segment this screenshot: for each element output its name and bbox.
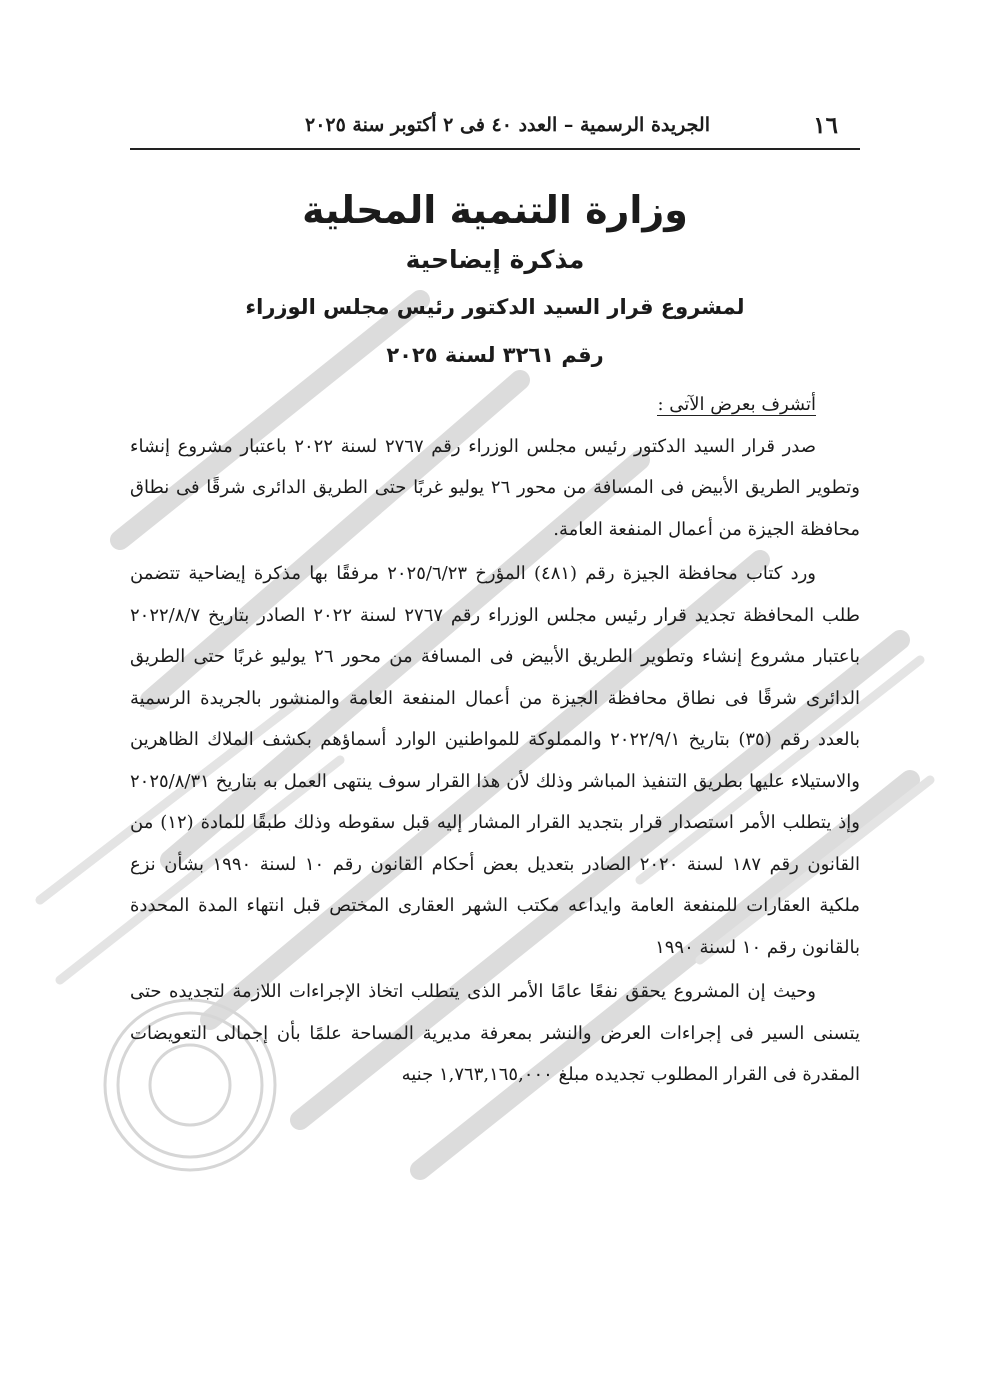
greeting: [130, 384, 860, 426]
memo-title: مذكرة إيضاحية: [405, 245, 585, 274]
document-titles: [130, 182, 860, 378]
ministry-title: وزارة التنمية المحلية: [302, 188, 688, 232]
paragraph: وحيث إن المشروع يحقق نفعًا عامًا الأمر الذى يتطلب اتخاذ الإجراءات اللازمة لتجديده حتى يتسنى السير فى إجراءات العرض والنشر بمعرفة مديرية المساحة علمًا بأن إجمالى التعويضات المقدرة فى القرار المطلوب تجديده مبلغ ١,٧٦٣,١٦٥,٠٠٠ جنيه: [130, 981, 860, 1085]
running-header: [130, 112, 860, 150]
page-number: ١٦: [813, 112, 838, 139]
project-title: لمشروع قرار السيد الدكتور رئيس مجلس الوزراء: [245, 295, 745, 319]
decree-number-title: رقم ٣٢٦١ لسنة ٢٠٢٥: [386, 343, 604, 367]
gazette-issue-line: الجريدة الرسمية – العدد ٤٠ فى ٢ أكتوبر سنة ٢٠٢٥: [304, 114, 710, 136]
paragraph: ورد كتاب محافظة الجيزة رقم (٤٨١) المؤرخ ٢٠٢٥/٦/٢٣ مرفقًا بها مذكرة إيضاحية تتضمن طلب المحافظة تجديد قرار رئيس مجلس الوزراء رقم ٢٧٦٧ لسنة ٢٠٢٢ الصادر بتاريخ ٢٠٢٢/٨/٧ باعتبار مشروع إنشاء وتطوير الطريق الأبيض فى المسافة من محور ٢٦ يوليو غربًا حتى الطريق الدائرى شرقًا فى نطاق محافظة الجيزة من أعمال المنفعة العامة والمنشور بالجريدة الرسمية بالعدد رقم (٣٥) بتاريخ ٢٠٢٢/٩/١ والمملوكة للمواطنين الوارد أسماؤهم بكشف الملاك الظاهرين والاستيلاء عليها بطريق التنفيذ المباشر وذلك لأن هذا القرار سوف ينتهى العمل به بتاريخ ٢٠٢٥/٨/٣١ وإذ يتطلب الأمر استصدار قرار بتجديد القرار المشار إليه قبل سقوطه وذلك طبقًا للمادة (١٢) من القانون رقم ١٨٧ لسنة ٢٠٢٠ الصادر بتعديل بعض أحكام القانون رقم ١٠ لسنة ١٩٩٠ بشأن نزع ملكية العقارات للمنفعة العامة وايداعه مكتب الشهر العقارى المختص قبل انتهاء المدة المحددة بالقانون رقم ١٠ لسنة ١٩٩٠: [130, 563, 861, 958]
greeting-text: أتشرف بعرض الآتى :: [657, 394, 816, 415]
memo-body: [130, 384, 860, 1099]
paragraph: صدر قرار السيد الدكتور رئيس مجلس الوزراء رقم ٢٧٦٧ لسنة ٢٠٢٢ باعتبار مشروع إنشاء وتطوير الطريق الأبيض فى المسافة من محور ٢٦ يوليو غربًا حتى الطريق الدائرى شرقًا فى نطاق محافظة الجيزة من أعمال المنفعة العامة.: [130, 435, 860, 540]
